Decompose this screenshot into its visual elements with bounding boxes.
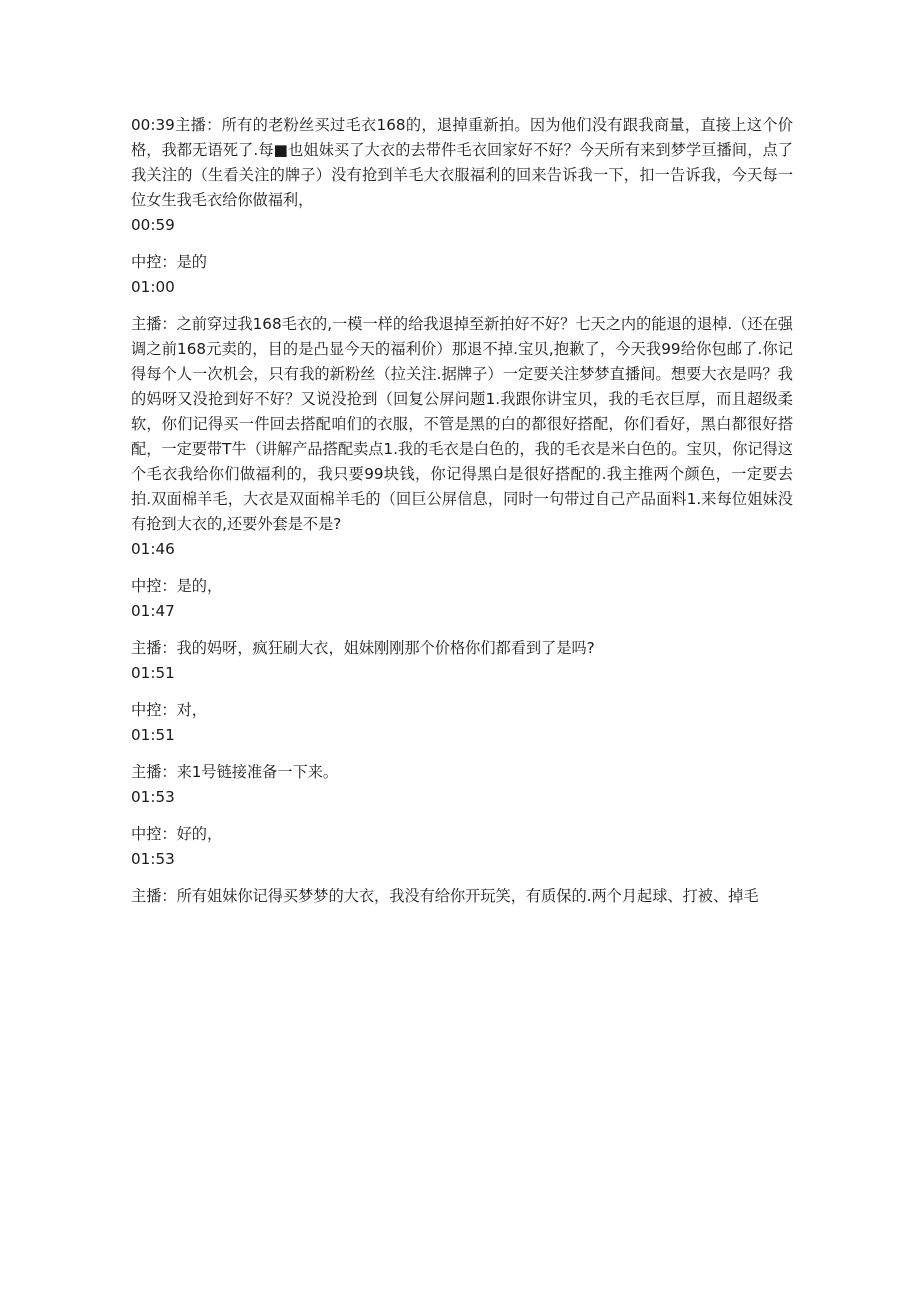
timestamp: 01:53 (131, 788, 175, 806)
transcript-paragraph: 主播：来1号链接准备一下来。 (131, 763, 339, 781)
transcript-page (131, 113, 793, 909)
transcript-paragraph: 中控：是的 (131, 253, 207, 271)
timestamp: 01:51 (131, 726, 175, 744)
timestamp: 00:59 (131, 216, 175, 234)
transcript-paragraph: 中控：是的， (131, 577, 223, 595)
timestamp: 01:47 (131, 602, 175, 620)
timestamp: 01:00 (131, 278, 175, 296)
timestamp: 01:51 (131, 664, 175, 682)
transcript-paragraph: 00:39主播：所有的老粉丝买过毛衣168的，退掉重新拍。因为他们没有跟我商量，直接上这个价格，我都无语死了.每■也姐妹买了大衣的去带件毛衣回家好不好？今天所有来到梦学亘播间，点了我关注的（生看关注的牌子）没有抢到羊毛大衣服福利的回来告诉我一下，扣一告诉我，今天每一位女生我毛衣给你做福利， (131, 116, 793, 209)
transcript-paragraph: 中控：对， (131, 701, 207, 719)
timestamp: 01:53 (131, 850, 175, 868)
timestamp: 01:46 (131, 540, 175, 558)
transcript-paragraph: 主播：所有姐妹你记得买梦梦的大衣，我没有给你开玩笑，有质保的.两个月起球、打被、掉毛 (131, 887, 759, 905)
transcript-paragraph: 主播：我的妈呀，疯狂刷大衣，姐妹刚刚那个价格你们都看到了是吗? (131, 639, 595, 657)
transcript-paragraph: 中控：好的， (131, 825, 223, 843)
transcript-paragraph: 主播：之前穿过我168毛衣的,一模一样的给我退掉至新拍好不好？七天之内的能退的退棹.（还在强调之前168元卖的，目的是凸显今天的福利价）那退不掉.宝贝,抱歉了，今天我99给你包邮了.你记得每个人一次机会，只有我的新粉丝（拉关注.据牌子）一定要关注梦梦直播间。想要大衣是吗？我的妈呀又没抢到好不好？又说没抢到（回复公屏问题1.我跟你讲宝贝，我的毛衣巨厚，而且超级柔软，你们记得买一件回去搭配咱们的衣服，不管是黑的白的都很好搭配，你们看好，黑白都很好搭配，一定要带T牛（讲解产品搭配卖点1.我的毛衣是白色的，我的毛衣是米白色的。宝贝，你记得这个毛衣我给你们做福利的，我只要99块钱，你记得黑白是很好搭配的.我主推两个颜色，一定要去拍.双面棉羊毛，大衣是双面棉羊毛的（回巨公屏信息，同时一句带过自己产品面料1.来每位姐妹没有抢到大衣的,还要外套是不是? (131, 315, 793, 533)
